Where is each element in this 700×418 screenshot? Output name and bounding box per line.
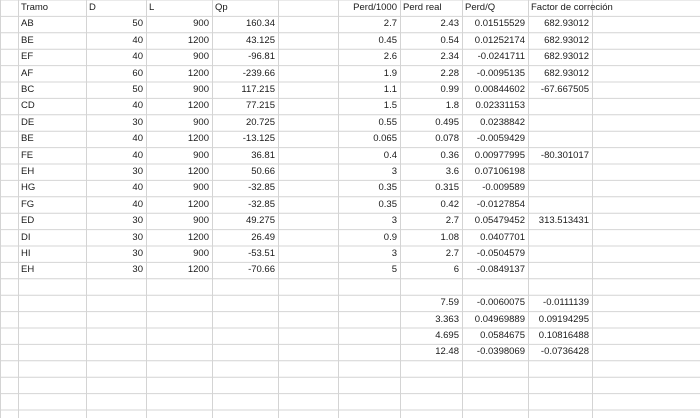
data-cell-l[interactable]: 900 bbox=[193, 18, 209, 30]
data-cell-qp[interactable]: 36.81 bbox=[251, 149, 275, 161]
data-cell-d[interactable]: 30 bbox=[132, 248, 143, 259]
summary-cell-perd-q[interactable]: 0.04969889 bbox=[474, 313, 525, 325]
data-cell-l[interactable]: 1200 bbox=[187, 231, 209, 243]
data-cell-qp[interactable]: -53.51 bbox=[248, 248, 275, 259]
data-cell-l[interactable]: 1200 bbox=[187, 264, 209, 276]
data-cell-d[interactable]: 30 bbox=[132, 231, 143, 243]
data-cell-d[interactable]: 40 bbox=[132, 51, 143, 63]
data-cell-l[interactable]: 900 bbox=[193, 84, 209, 95]
summary-cell-perd-q[interactable]: 0.0584675 bbox=[480, 330, 525, 341]
data-cell-qp[interactable]: -13.125 bbox=[242, 133, 275, 145]
data-cell-perd-q[interactable]: -0.0241711 bbox=[477, 51, 525, 63]
data-cell-perd-q[interactable]: -0.0849137 bbox=[476, 264, 525, 276]
data-cell-qp[interactable]: 20.725 bbox=[245, 116, 275, 128]
data-cell-tramo[interactable]: FG bbox=[21, 198, 35, 210]
data-cell-perd-real[interactable]: 1.08 bbox=[440, 231, 459, 243]
header-cell-perd-q[interactable]: Perd/Q bbox=[465, 2, 496, 13]
data-cell-perd-real[interactable]: 0.54 bbox=[440, 34, 459, 46]
data-cell-perd1000[interactable]: 0.35 bbox=[378, 182, 397, 194]
data-cell-tramo[interactable]: EH bbox=[21, 264, 35, 276]
data-cell-perd1000[interactable]: 2.6 bbox=[383, 51, 397, 63]
data-cell-perd-real[interactable]: 1.8 bbox=[445, 100, 459, 112]
data-cell-d[interactable]: 50 bbox=[132, 84, 143, 95]
data-cell-qp[interactable]: -32.85 bbox=[248, 182, 275, 194]
data-cell-tramo[interactable]: DI bbox=[21, 231, 31, 243]
data-cell-factor[interactable]: 682.93012 bbox=[544, 51, 589, 63]
data-cell-qp[interactable]: -70.66 bbox=[248, 264, 275, 276]
data-cell-tramo[interactable]: BE bbox=[21, 133, 34, 145]
data-cell-d[interactable]: 30 bbox=[132, 264, 143, 276]
data-cell-d[interactable]: 30 bbox=[132, 116, 143, 128]
summary-cell-factor[interactable]: -0.0736428 bbox=[540, 346, 589, 358]
header-cell-d[interactable]: D bbox=[89, 2, 96, 13]
data-cell-perd1000[interactable]: 0.45 bbox=[378, 34, 397, 46]
data-cell-tramo[interactable]: EF bbox=[21, 51, 34, 63]
data-cell-perd1000[interactable]: 5 bbox=[391, 264, 397, 276]
data-cell-perd-q[interactable]: -0.009589 bbox=[482, 182, 525, 194]
summary-cell-perd-q[interactable]: -0.0060075 bbox=[476, 297, 525, 309]
data-cell-factor[interactable]: -67.667505 bbox=[540, 84, 589, 95]
data-cell-l[interactable]: 1200 bbox=[187, 67, 209, 79]
data-cell-l[interactable]: 900 bbox=[193, 149, 209, 161]
data-cell-d[interactable]: 60 bbox=[132, 67, 143, 79]
data-cell-perd-q[interactable]: 0.07106198 bbox=[474, 166, 525, 177]
data-cell-d[interactable]: 40 bbox=[132, 149, 143, 161]
data-cell-tramo[interactable]: BC bbox=[21, 84, 35, 95]
summary-cell-perd-real[interactable]: 3.363 bbox=[435, 313, 459, 325]
data-cell-tramo[interactable]: AF bbox=[21, 67, 34, 79]
data-cell-qp[interactable]: -32.85 bbox=[248, 198, 275, 210]
data-cell-l[interactable]: 900 bbox=[193, 215, 209, 227]
data-cell-perd1000[interactable]: 0.4 bbox=[383, 149, 397, 161]
data-cell-l[interactable]: 1200 bbox=[187, 133, 209, 145]
data-cell-perd-real[interactable]: 2.34 bbox=[440, 51, 459, 63]
data-cell-perd1000[interactable]: 1.9 bbox=[383, 67, 397, 79]
data-cell-tramo[interactable]: CD bbox=[21, 100, 35, 112]
data-cell-qp[interactable]: 77.215 bbox=[245, 100, 275, 112]
data-cell-perd-real[interactable]: 2.28 bbox=[440, 67, 459, 79]
data-cell-perd-q[interactable]: 0.01515529 bbox=[474, 18, 525, 30]
data-cell-perd1000[interactable]: 2.7 bbox=[383, 18, 397, 30]
data-cell-d[interactable]: 40 bbox=[132, 34, 143, 46]
summary-cell-factor[interactable]: 0.10816488 bbox=[538, 330, 589, 341]
data-cell-perd-q[interactable]: -0.0095135 bbox=[476, 67, 525, 79]
data-cell-d[interactable]: 40 bbox=[132, 100, 143, 112]
data-cell-perd1000[interactable]: 0.35 bbox=[378, 198, 397, 210]
data-cell-tramo[interactable]: BE bbox=[21, 34, 34, 46]
data-cell-perd1000[interactable]: 3 bbox=[391, 166, 397, 177]
data-cell-perd-q[interactable]: -0.0127854 bbox=[476, 198, 525, 210]
data-cell-tramo[interactable]: DE bbox=[21, 116, 35, 128]
data-cell-l[interactable]: 900 bbox=[193, 248, 209, 259]
data-cell-qp[interactable]: 117.215 bbox=[241, 84, 275, 95]
data-cell-perd-real[interactable]: 6 bbox=[453, 264, 459, 276]
data-cell-d[interactable]: 40 bbox=[132, 182, 143, 194]
data-cell-perd-real[interactable]: 2.7 bbox=[445, 248, 459, 259]
header-cell-tramo[interactable]: Tramo bbox=[21, 2, 49, 13]
data-cell-l[interactable]: 1200 bbox=[187, 198, 209, 210]
data-cell-factor[interactable]: 682.93012 bbox=[544, 18, 589, 30]
summary-cell-perd-q[interactable]: -0.0398069 bbox=[476, 346, 525, 358]
data-cell-qp[interactable]: -239.66 bbox=[242, 67, 275, 79]
data-cell-l[interactable]: 900 bbox=[193, 51, 209, 63]
data-cell-perd1000[interactable]: 0.065 bbox=[373, 133, 397, 145]
header-cell-l[interactable]: L bbox=[149, 2, 155, 13]
data-cell-d[interactable]: 30 bbox=[132, 166, 143, 177]
data-cell-perd-q[interactable]: 0.02331153 bbox=[475, 100, 525, 112]
data-cell-perd-real[interactable]: 2.7 bbox=[445, 215, 459, 227]
data-cell-perd1000[interactable]: 3 bbox=[391, 215, 397, 227]
data-cell-perd1000[interactable]: 0.55 bbox=[378, 116, 397, 128]
summary-cell-perd-real[interactable]: 12.48 bbox=[435, 346, 459, 358]
data-cell-d[interactable]: 30 bbox=[132, 215, 143, 227]
data-cell-perd-real[interactable]: 0.36 bbox=[440, 149, 459, 161]
data-cell-qp[interactable]: 43.125 bbox=[245, 34, 275, 46]
data-cell-tramo[interactable]: FE bbox=[21, 149, 34, 161]
data-cell-perd-q[interactable]: -0.0059429 bbox=[476, 133, 525, 145]
data-cell-perd-q[interactable]: 0.0238842 bbox=[480, 116, 525, 128]
data-cell-tramo[interactable]: HG bbox=[21, 182, 36, 194]
data-cell-tramo[interactable]: HI bbox=[21, 248, 31, 259]
header-cell-perd1000[interactable]: Perd/1000 bbox=[353, 2, 397, 13]
header-cell-perd-real[interactable]: Perd real bbox=[403, 2, 442, 13]
data-cell-perd-real[interactable]: 0.315 bbox=[435, 182, 459, 194]
data-cell-qp[interactable]: 50.66 bbox=[251, 166, 275, 177]
data-cell-perd-real[interactable]: 0.495 bbox=[435, 116, 459, 128]
data-cell-perd1000[interactable]: 0.9 bbox=[383, 231, 397, 243]
data-cell-l[interactable]: 900 bbox=[193, 116, 209, 128]
data-cell-factor[interactable]: 313.513431 bbox=[538, 215, 589, 227]
data-cell-tramo[interactable]: AB bbox=[21, 18, 34, 30]
data-cell-perd-q[interactable]: 0.0407701 bbox=[480, 231, 525, 243]
data-cell-d[interactable]: 50 bbox=[132, 18, 143, 30]
data-cell-qp[interactable]: 26.49 bbox=[251, 231, 275, 243]
data-cell-perd-q[interactable]: 0.00844602 bbox=[474, 84, 525, 95]
data-cell-perd1000[interactable]: 3 bbox=[391, 248, 397, 259]
data-cell-perd-q[interactable]: 0.00977995 bbox=[474, 149, 525, 161]
data-cell-perd1000[interactable]: 1.1 bbox=[383, 84, 397, 95]
data-cell-l[interactable]: 1200 bbox=[187, 100, 209, 112]
summary-cell-factor[interactable]: -0.0111139 bbox=[543, 297, 589, 309]
data-cell-qp[interactable]: -96.81 bbox=[248, 51, 275, 63]
data-cell-perd-real[interactable]: 3.6 bbox=[445, 166, 459, 177]
data-cell-perd1000[interactable]: 1.5 bbox=[383, 100, 397, 112]
data-cell-l[interactable]: 1200 bbox=[187, 34, 209, 46]
data-cell-qp[interactable]: 160.34 bbox=[245, 18, 275, 30]
data-cell-factor[interactable]: -80.301017 bbox=[540, 149, 589, 161]
data-cell-perd-q[interactable]: -0.0504579 bbox=[476, 248, 525, 259]
data-cell-perd-q[interactable]: 0.05479452 bbox=[474, 215, 525, 227]
data-cell-perd-real[interactable]: 0.99 bbox=[440, 84, 459, 95]
data-cell-tramo[interactable]: ED bbox=[21, 215, 35, 227]
summary-cell-factor[interactable]: 0.09194295 bbox=[538, 313, 589, 325]
data-cell-perd-q[interactable]: 0.01252174 bbox=[474, 34, 525, 46]
data-cell-tramo[interactable]: EH bbox=[21, 166, 35, 177]
data-cell-d[interactable]: 40 bbox=[132, 198, 143, 210]
data-cell-d[interactable]: 40 bbox=[132, 133, 143, 145]
summary-cell-perd-real[interactable]: 4.695 bbox=[435, 330, 459, 341]
data-cell-factor[interactable]: 682.93012 bbox=[544, 67, 589, 79]
data-cell-l[interactable]: 900 bbox=[193, 182, 209, 194]
data-cell-perd-real[interactable]: 0.42 bbox=[440, 198, 459, 210]
data-cell-l[interactable]: 1200 bbox=[187, 166, 209, 177]
header-cell-qp[interactable]: Qp bbox=[215, 2, 228, 13]
header-cell-factor[interactable]: Factor de correción bbox=[531, 2, 613, 13]
data-cell-factor[interactable]: 682.93012 bbox=[544, 34, 589, 46]
summary-cell-perd-real[interactable]: 7.59 bbox=[440, 297, 459, 309]
data-cell-perd-real[interactable]: 2.43 bbox=[440, 18, 459, 30]
data-cell-qp[interactable]: 49.275 bbox=[245, 215, 275, 227]
data-cell-perd-real[interactable]: 0.078 bbox=[435, 133, 459, 145]
